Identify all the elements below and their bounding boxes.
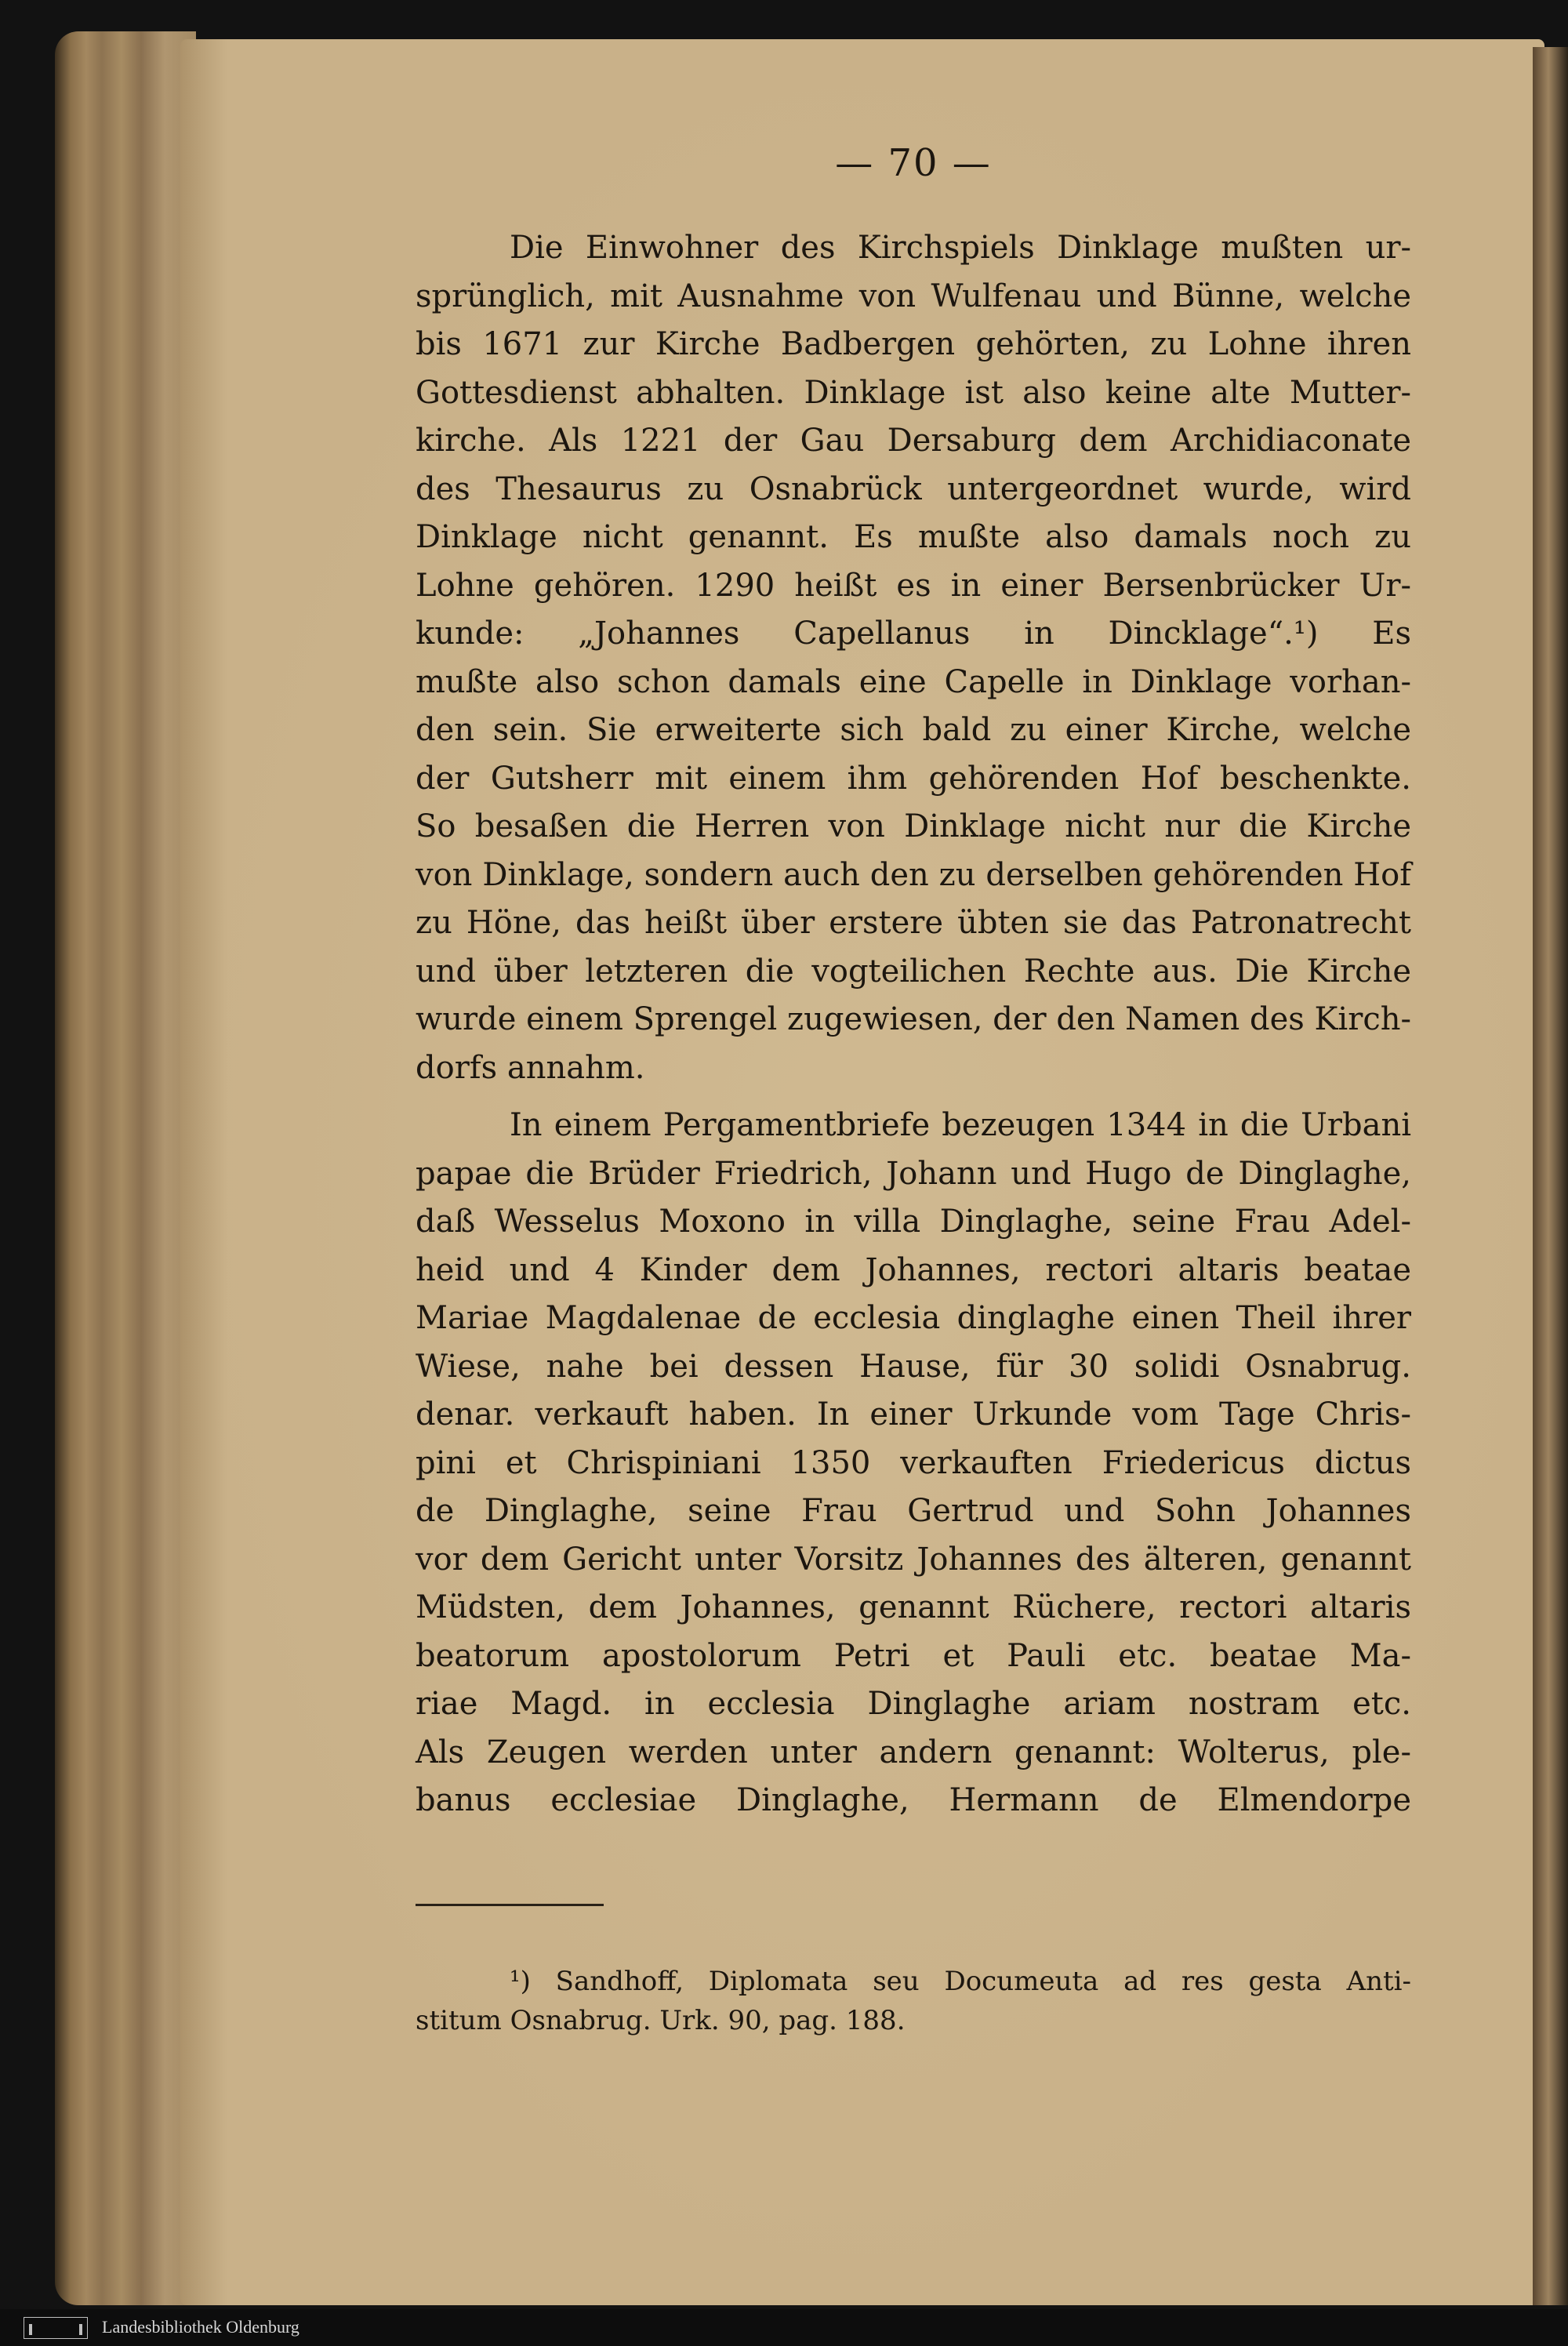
text-line: Als Zeugen werden unter andern genannt: Wolterus, ple-: [416, 1734, 1411, 1770]
text-line: des Thesaurus zu Osnabrück untergeordnet wurde, wird: [416, 470, 1411, 507]
text-line: dorfs annahm.: [416, 1049, 645, 1086]
text-line: In einem Pergamentbriefe bezeugen 1344 in die Urbani: [510, 1107, 1411, 1143]
library-building-icon: [24, 2317, 88, 2339]
text-line: Die Einwohner des Kirchspiels Dinklage mußten ur-: [510, 230, 1411, 266]
text-line: Dinklage nicht genannt. Es mußte also damals noch zu: [416, 519, 1411, 555]
text-line: So besaßen die Herren von Dinklage nicht nur die Kirche: [416, 808, 1411, 844]
page-number: — 70 —: [835, 141, 992, 185]
text-line: kirche. Als 1221 der Gau Dersaburg dem Archidiaconate: [416, 423, 1411, 459]
book-right-edge: [1533, 47, 1568, 2305]
text-line: Müdsten, dem Johannes, genannt Rüchere, rectori altaris: [416, 1589, 1411, 1625]
text-line: bis 1671 zur Kirche Badbergen gehörten, zu Lohne ihren: [416, 326, 1411, 362]
text-line: papae die Brüder Friedrich, Johann und Hugo de Dinglaghe,: [416, 1155, 1411, 1192]
text-line: Wiese, nahe bei dessen Hause, für 30 solidi Osnabrug.: [416, 1348, 1411, 1385]
paragraph-1: [416, 224, 1411, 1092]
footnote: [416, 1962, 1411, 2040]
text-line: Lohne gehören. 1290 heißt es in einer Bersenbrücker Ur-: [416, 567, 1411, 604]
text-line: wurde einem Sprengel zugewiesen, der den Namen des Kirch-: [416, 1001, 1411, 1037]
text-line: riae Magd. in ecclesia Dinglaghe ariam nostram etc.: [416, 1686, 1411, 1722]
text-line: de Dinglaghe, seine Frau Gertrud und Sohn Johannes: [416, 1493, 1411, 1529]
text-line: der Gutsherr mit einem ihm gehörenden Hof beschenkte.: [416, 760, 1411, 797]
footnote-rule: [416, 1904, 604, 1906]
viewer-footer: [0, 2309, 1568, 2346]
text-line: ¹) Sandhoff, Diplomata seu Documeuta ad res gesta Anti-: [510, 1966, 1411, 1997]
text-line: pini et Chrispiniani 1350 verkauften Friedericus dictus: [416, 1444, 1411, 1481]
text-line: zu Höne, das heißt über erstere übten sie das Patronatrecht: [416, 905, 1411, 941]
text-line: kunde: „Johannes Capellanus in Dincklage“.¹) Es: [416, 616, 1411, 652]
text-line: vor dem Gericht unter Vorsitz Johannes des älteren, genannt: [416, 1541, 1411, 1578]
library-name: Landesbibliothek Oldenburg: [102, 2317, 299, 2337]
text-line: stitum Osnabrug. Urk. 90, pag. 188.: [416, 2005, 906, 2036]
text-line: Mariae Magdalenae de ecclesia dinglaghe einen Theil ihrer: [416, 1300, 1411, 1336]
text-line: Gottesdienst abhalten. Dinklage ist also keine alte Mutter-: [416, 374, 1411, 411]
text-line: und über letzteren die vogteilichen Rechte aus. Die Kirche: [416, 953, 1411, 990]
text-line: den sein. Sie erweiterte sich bald zu einer Kirche, welche: [416, 712, 1411, 748]
text-line: daß Wesselus Moxono in villa Dinglaghe, seine Frau Adel-: [416, 1204, 1411, 1240]
text-line: beatorum apostolorum Petri et Pauli etc. beatae Ma-: [416, 1637, 1411, 1674]
text-line: mußte also schon damals eine Capelle in Dinklage vorhan-: [416, 663, 1411, 700]
paragraph-2: [416, 1102, 1411, 1825]
text-line: sprünglich, mit Ausnahme von Wulfenau und Bünne, welche: [416, 278, 1411, 314]
text-line: banus ecclesiae Dinglaghe, Hermann de Elmendorpe: [416, 1782, 1411, 1818]
text-line: heid und 4 Kinder dem Johannes, rectori altaris beatae: [416, 1251, 1411, 1288]
text-line: denar. verkauft haben. In einer Urkunde vom Tage Chris-: [416, 1396, 1411, 1433]
book-page-stack: [55, 31, 196, 2305]
text-line: von Dinklage, sondern auch den zu derselben gehörenden Hof: [416, 856, 1411, 893]
